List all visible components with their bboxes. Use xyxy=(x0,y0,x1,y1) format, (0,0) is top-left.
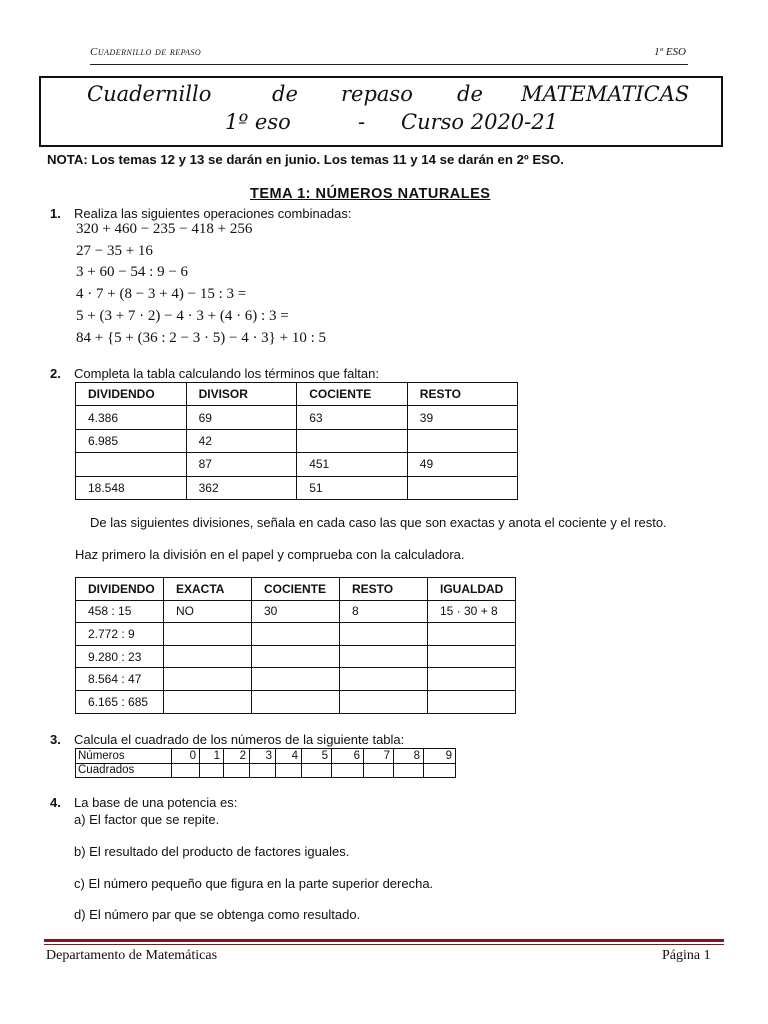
square-cell xyxy=(364,763,394,778)
table-cell xyxy=(340,623,428,646)
table-cell: 51 xyxy=(297,476,408,499)
number-cell: 9 xyxy=(424,749,456,764)
question-2-instruction-2: Haz primero la división en el papel y comprueba con la calculadora. xyxy=(75,547,465,562)
squares-table xyxy=(75,748,456,778)
table-cell xyxy=(340,645,428,668)
title-word: de xyxy=(272,82,298,106)
table-row xyxy=(76,668,516,691)
table-cell: 8 xyxy=(340,600,428,623)
title-word: de xyxy=(457,82,483,106)
table-cell xyxy=(407,476,518,499)
table-header-cell: DIVIDENDO xyxy=(76,383,187,406)
question-2-number: 2. xyxy=(50,366,61,381)
number-cell: 6 xyxy=(332,749,364,764)
table-header-cell: DIVISOR xyxy=(186,383,297,406)
square-cell xyxy=(250,763,276,778)
tema-heading: TEMA 1: NÚMEROS NATURALES xyxy=(250,186,491,202)
title-subject: MATEMATICAS xyxy=(521,82,690,106)
number-cell: 8 xyxy=(394,749,424,764)
expression: 4 · 7 + (8 − 3 + 4) − 15 : 3 = xyxy=(76,286,247,302)
table-cell: 39 xyxy=(407,406,518,429)
title-course: Curso 2020-21 xyxy=(401,110,558,134)
table-cell xyxy=(428,623,516,646)
title-word: repaso xyxy=(341,82,413,106)
table-cell xyxy=(340,668,428,691)
table-cell: 15 · 30 + 8 xyxy=(428,600,516,623)
table-cell xyxy=(164,623,252,646)
table-row xyxy=(76,429,518,452)
table-cell: 69 xyxy=(186,406,297,429)
table-header-cell: COCIENTE xyxy=(297,383,408,406)
table-cell xyxy=(297,429,408,452)
number-cell: 5 xyxy=(302,749,332,764)
table-header-cell: EXACTA xyxy=(164,578,252,601)
running-header-title: Cuadernillo de repaso xyxy=(90,46,202,58)
table-header-cell: COCIENTE xyxy=(252,578,340,601)
table-row xyxy=(76,476,518,499)
nota-text: NOTA: Los temas 12 y 13 se darán en junio. Los temas 11 y 14 se darán en 2º ESO. xyxy=(47,152,564,167)
footer-rule xyxy=(44,939,724,942)
table-cell xyxy=(428,668,516,691)
table-row xyxy=(76,623,516,646)
footer-department: Departamento de Matemáticas xyxy=(46,948,218,963)
title-separator: - xyxy=(358,110,366,134)
table-cell: 362 xyxy=(186,476,297,499)
table-cell: 4.386 xyxy=(76,406,187,429)
table-cell xyxy=(252,645,340,668)
title-box xyxy=(39,76,723,147)
question-3-number: 3. xyxy=(50,732,61,747)
square-cell xyxy=(200,763,224,778)
table-cell xyxy=(428,690,516,713)
table-cell xyxy=(252,690,340,713)
expression: 5 + (3 + 7 · 2) − 4 · 3 + (4 · 6) : 3 = xyxy=(76,308,289,324)
option-b: b) El resultado del producto de factores iguales. xyxy=(74,844,350,859)
table-cell: 9.280 : 23 xyxy=(76,645,164,668)
table-cell xyxy=(428,645,516,668)
expression: 27 − 35 + 16 xyxy=(76,243,153,259)
square-cell xyxy=(302,763,332,778)
title-word: Cuadernillo xyxy=(87,82,212,106)
question-1-text: Realiza las siguientes operaciones combinadas: xyxy=(74,206,352,221)
question-4-number: 4. xyxy=(50,795,61,810)
option-c: c) El número pequeño que figura en la parte superior derecha. xyxy=(74,876,434,891)
table-cell xyxy=(252,668,340,691)
table-cell: 8.564 : 47 xyxy=(76,668,164,691)
table-row xyxy=(76,690,516,713)
expression: 84 + {5 + (36 : 2 − 3 · 5) − 4 · 3} + 10 : 5 xyxy=(76,330,327,346)
table-cell: 451 xyxy=(297,453,408,476)
table-cell xyxy=(164,645,252,668)
exact-division-table xyxy=(75,577,516,714)
table-header-cell: IGUALDAD xyxy=(428,578,516,601)
table-row xyxy=(76,453,518,476)
table-cell xyxy=(164,668,252,691)
number-cell: 7 xyxy=(364,749,394,764)
square-cell xyxy=(332,763,364,778)
question-3-text: Calcula el cuadrado de los números de la siguiente tabla: xyxy=(74,732,405,747)
table-cell xyxy=(407,429,518,452)
row-label: Números xyxy=(76,749,172,764)
table-cell: 30 xyxy=(252,600,340,623)
table-row xyxy=(76,600,516,623)
division-table xyxy=(75,382,518,500)
table-row xyxy=(76,763,456,778)
table-header-row xyxy=(76,578,516,601)
table-cell xyxy=(252,623,340,646)
table-header-cell: RESTO xyxy=(407,383,518,406)
option-a: a) El factor que se repite. xyxy=(74,812,220,827)
table-cell xyxy=(76,453,187,476)
number-cell: 0 xyxy=(172,749,200,764)
table-cell: NO xyxy=(164,600,252,623)
table-header-cell: DIVIDENDO xyxy=(76,578,164,601)
footer-rule-thin xyxy=(44,944,724,945)
question-2-text: Completa la tabla calculando los términos que faltan: xyxy=(74,366,379,381)
table-cell xyxy=(164,690,252,713)
table-row xyxy=(76,749,456,764)
table-cell: 49 xyxy=(407,453,518,476)
expression: 320 + 460 − 235 − 418 + 256 xyxy=(76,221,253,237)
table-row xyxy=(76,645,516,668)
running-header-course: 1º ESO xyxy=(654,46,686,58)
table-cell: 42 xyxy=(186,429,297,452)
table-cell xyxy=(340,690,428,713)
footer-page-number: Página 1 xyxy=(662,948,711,963)
question-2-instruction: De las siguientes divisiones, señala en cada caso las que son exactas y anota el cociente y el resto. xyxy=(90,515,667,530)
square-cell xyxy=(224,763,250,778)
table-header-row xyxy=(76,383,518,406)
table-cell: 6.165 : 685 xyxy=(76,690,164,713)
number-cell: 2 xyxy=(224,749,250,764)
number-cell: 1 xyxy=(200,749,224,764)
table-cell: 63 xyxy=(297,406,408,429)
question-1-number: 1. xyxy=(50,206,61,221)
table-cell: 87 xyxy=(186,453,297,476)
number-cell: 4 xyxy=(276,749,302,764)
square-cell xyxy=(394,763,424,778)
square-cell xyxy=(424,763,456,778)
title-level: 1º eso xyxy=(225,110,291,134)
table-row xyxy=(76,406,518,429)
expression: 3 + 60 − 54 : 9 − 6 xyxy=(76,264,189,280)
table-cell: 18.548 xyxy=(76,476,187,499)
option-d: d) El número par que se obtenga como resultado. xyxy=(74,907,361,922)
question-4-text: La base de una potencia es: xyxy=(74,795,238,810)
number-cell: 3 xyxy=(250,749,276,764)
running-header xyxy=(90,44,688,65)
table-cell: 6.985 xyxy=(76,429,187,452)
square-cell xyxy=(172,763,200,778)
table-cell: 2.772 : 9 xyxy=(76,623,164,646)
table-header-cell: RESTO xyxy=(340,578,428,601)
table-cell: 458 : 15 xyxy=(76,600,164,623)
square-cell xyxy=(276,763,302,778)
row-label: Cuadrados xyxy=(76,763,172,778)
